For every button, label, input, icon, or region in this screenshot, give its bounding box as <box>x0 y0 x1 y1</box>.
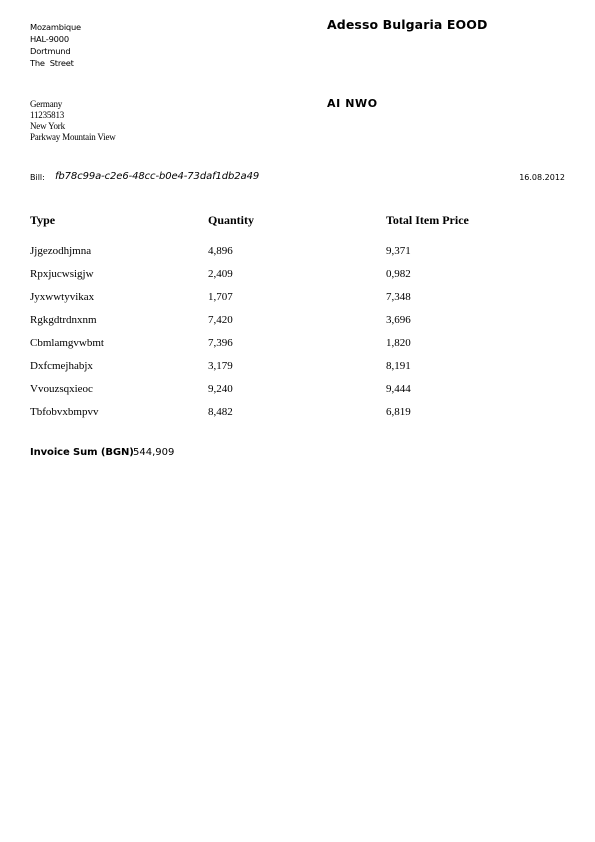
sender-street: The Street <box>30 58 74 68</box>
bill-id: fb78c99a-c2e6-48cc-b0e4-73daf1db2a49 <box>55 171 260 182</box>
cell-total-price: 3,696 <box>386 314 411 326</box>
sender-postal-code: HAL-9000 <box>30 34 69 44</box>
cell-quantity: 1,707 <box>208 291 233 303</box>
bill-label: Bill: <box>30 173 45 182</box>
cell-type: Rpxjucwsigjw <box>30 268 94 280</box>
cell-quantity: 8,482 <box>208 406 233 418</box>
sender-address <box>30 21 81 69</box>
sender-company-name: Adesso Bulgaria EOOD <box>327 17 488 32</box>
cell-total-price: 1,820 <box>386 337 411 349</box>
column-header-total-item-price: Total Item Price <box>386 213 469 227</box>
cell-quantity: 7,420 <box>208 314 233 326</box>
cell-total-price: 6,819 <box>386 406 411 418</box>
recipient-name: AI NWO <box>327 97 378 110</box>
invoice-sum-label: Invoice Sum (BGN) <box>30 447 134 458</box>
sender-city: Dortmund <box>30 46 71 56</box>
sender-country: Mozambique <box>30 22 81 32</box>
invoice-sum-value: 544,909 <box>133 447 175 458</box>
cell-type: Dxfcmejhabjx <box>30 360 93 372</box>
cell-type: Tbfobvxbmpvv <box>30 406 99 418</box>
cell-type: Rgkgdtrdnxnm <box>30 314 97 326</box>
recipient-street: Parkway Mountain View <box>30 132 116 142</box>
recipient-country: Germany <box>30 99 63 109</box>
bill-date: 16.08.2012 <box>519 173 565 182</box>
cell-total-price: 0,982 <box>386 268 411 280</box>
recipient-city: New York <box>30 121 65 131</box>
cell-quantity: 2,409 <box>208 268 233 280</box>
cell-quantity: 9,240 <box>208 383 233 395</box>
cell-quantity: 3,179 <box>208 360 233 372</box>
recipient-postal-code: 11235813 <box>30 110 65 120</box>
recipient-address <box>30 99 116 143</box>
cell-type: Vvouzsqxieoc <box>30 383 93 395</box>
cell-total-price: 7,348 <box>386 291 411 303</box>
column-header-quantity: Quantity <box>208 213 255 227</box>
cell-total-price: 9,371 <box>386 245 411 257</box>
cell-total-price: 8,191 <box>386 360 411 372</box>
cell-quantity: 4,896 <box>208 245 233 257</box>
cell-quantity: 7,396 <box>208 337 233 349</box>
column-header-type: Type <box>30 213 56 227</box>
cell-type: Cbmlamgvwbmt <box>30 337 104 349</box>
cell-type: Jyxwwtyvikax <box>30 291 95 303</box>
cell-total-price: 9,444 <box>386 383 411 395</box>
cell-type: Jjgezodhjmna <box>30 245 92 257</box>
